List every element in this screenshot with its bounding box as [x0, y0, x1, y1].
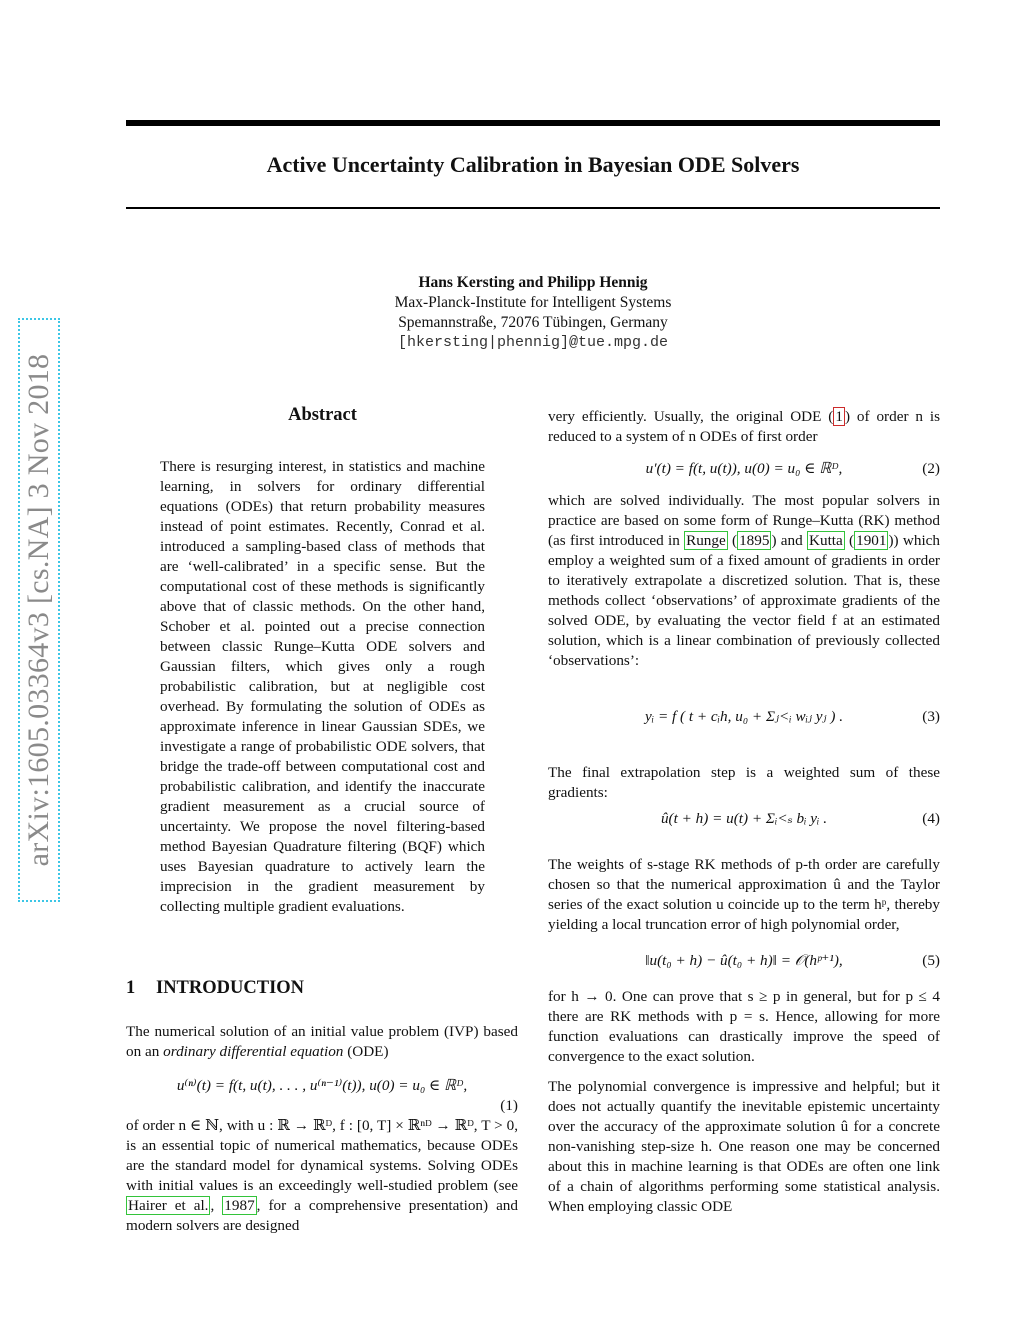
equation-1-body: u⁽ⁿ⁾(t) = f(t, u(t), . . . , u⁽ⁿ⁻¹⁾(t)), u(0) = u₀ ∈ ℝᴰ,	[176, 1077, 468, 1094]
abstract-heading: Abstract	[288, 405, 357, 425]
top-rule	[126, 120, 940, 126]
right-paragraph-2	[548, 491, 940, 671]
right-paragraph-1	[548, 407, 940, 447]
equation-2-number: (2)	[922, 460, 940, 477]
body-text: )) which employ a weighted sum of a fixed amount of gradients in order to iteratively extrapolate a discretized solution. That is, these methods collect ‘observations’ of approximate gradients of the solved ODE, by evaluating the vector field f at an estimated solution, which is a linear combination of previously collected ‘observations’:	[548, 532, 940, 669]
equation-5-body: ‖u(t₀ + h) − û(t₀ + h)‖ = 𝒪(hᵖ⁺¹),	[645, 952, 843, 969]
body-text: ) of order n is reduced to a system of n ODEs of first order	[548, 408, 940, 445]
author-address: Spemannstraße, 72076 Tübingen, Germany	[398, 314, 668, 331]
paper-title: Active Uncertainty Calibration in Bayesian ODE Solvers	[266, 152, 800, 177]
intro-column	[126, 1022, 518, 1236]
right-paragraph-3: The final extrapolation step is a weighted sum of these gradients:	[548, 764, 940, 801]
equation-5	[548, 951, 940, 971]
arxiv-stamp[interactable]	[18, 318, 60, 902]
body-text: ) and	[771, 532, 808, 549]
equation-5-number: (5)	[922, 952, 940, 969]
citation-year-link[interactable]: 1987	[224, 1197, 255, 1214]
section-title: INTRODUCTION	[156, 978, 305, 998]
equation-4	[548, 807, 940, 843]
equation-2-body: u′(t) = f(t, u(t)), u(0) = u₀ ∈ ℝᴰ,	[645, 460, 843, 477]
right-paragraph-6: The polynomial convergence is impressive and helpful; but it does not actually quantify the inevitable epistemic uncertainty over the accuracy of the approximate solution û for a concrete non-vanishing step-size h. One reason one may be concerned about this in machine learning is that ODEs are often one link of a chain of algorithms performing some statistical analysis. When employing classic ODE	[548, 1078, 940, 1215]
author-block	[126, 273, 940, 353]
section-number: 1	[126, 978, 136, 998]
equation-1	[126, 1076, 518, 1114]
equation-3-body: yᵢ = f ( t + cᵢh, u₀ + Σⱼ<ᵢ wᵢⱼ yⱼ ) .	[645, 708, 843, 725]
right-paragraph-5: for h → 0. One can prove that s ≥ p in general, but for p ≤ 4 there are RK methods with p = s. Hence, allowing for more function evaluations can drastically improve the speed of convergence to the exact solution.	[548, 988, 940, 1065]
citation-link[interactable]: Hairer et al.	[128, 1197, 209, 1214]
arxiv-stamp-text: arXiv:1605.03364v3 [cs.NA] 3 Nov 2018	[22, 353, 55, 867]
intro-paragraph-1	[126, 1022, 518, 1062]
equation-4-number: (4)	[922, 810, 940, 827]
title-rule	[126, 207, 940, 209]
intro-text: (ODE)	[343, 1043, 389, 1060]
citation-year-link[interactable]: 1901	[856, 532, 887, 549]
equation-2	[548, 459, 940, 479]
equation-ref-link[interactable]: 1	[835, 408, 843, 425]
abstract-body	[160, 457, 485, 917]
intro-text: ,	[210, 1197, 223, 1214]
citation-link[interactable]: Kutta	[809, 532, 843, 549]
author-names: Hans Kersting and Philipp Hennig	[418, 274, 648, 291]
author-email: [hkersting|phennig]@tue.mpg.de	[397, 334, 669, 351]
equation-3	[548, 681, 940, 753]
intro-paragraph-2	[126, 1116, 518, 1236]
citation-year-link[interactable]: 1895	[739, 532, 770, 549]
equation-3-number: (3)	[922, 708, 940, 725]
intro-emphasis: ordinary differential equation	[163, 1043, 344, 1060]
equation-1-number: (1)	[500, 1097, 518, 1114]
intro-text: of order n ∈ ℕ, with u : ℝ → ℝᴰ, f : [0, T] × ℝⁿᴰ → ℝᴰ, T > 0, is an essential topic of numerical mathematics, because ODEs are the standard model for dynamical systems. Solving ODEs with initial values is an exceedingly well-studied problem (see	[126, 1117, 518, 1194]
author-affiliation: Max-Planck-Institute for Intelligent Systems	[394, 294, 672, 311]
intro-text: , for a comprehensive presentation) and modern solvers are designed	[126, 1197, 518, 1234]
body-text: (	[844, 532, 855, 549]
body-text: (	[727, 532, 738, 549]
body-text: which are solved individually. The most popular solvers in practice are based on some form of Runge–Kutta (RK) method (as first introduced in	[548, 492, 940, 549]
right-column	[548, 407, 940, 1217]
citation-link[interactable]: Runge	[686, 532, 726, 549]
body-text: very efficiently. Usually, the original ODE (	[548, 408, 834, 425]
equation-4-body: û(t + h) = u(t) + Σᵢ<ₛ bᵢ yᵢ .	[660, 810, 828, 827]
intro-text: The numerical solution of an initial value problem (IVP) based on an	[126, 1023, 518, 1060]
right-paragraph-4: The weights of s-stage RK methods of p-th order are carefully chosen so that the numerical approximation û and the Taylor series of the exact solution u coincide up to the term hᵖ, thereby yielding a local truncation error of high polynomial order,	[548, 856, 940, 933]
abstract-text: There is resurging interest, in statistics and machine learning, in solvers for ordinary differential equations (ODEs) that return probability measures instead of point estimates. Recently, Conrad et al. introduced a sampling-based class of methods that are ‘well-calibrated’ in a specific sense. But the computational cost of these methods is significantly above that of classic methods. On the other hand, Schober et al. pointed out a precise connection between classic Runge–Kutta ODE solvers and Gaussian filters, which gives only a rough probabilistic calibration, but at negligible cost overhead. By formulating the solution of ODEs as approximate inference in linear Gaussian SDEs, we investigate a range of probabilistic ODE solvers, that bridge the trade-off between computational cost and probabilistic calibration, and identify the inaccurate gradient measurement as a crucial source of uncertainty. We propose the novel filtering-based method Bayesian Quadrature filtering (BQF) which uses Bayesian quadrature to actively learn the imprecision in the gradient measurement by collecting multiple gradient evaluations.	[160, 458, 485, 915]
section-heading	[126, 978, 304, 999]
